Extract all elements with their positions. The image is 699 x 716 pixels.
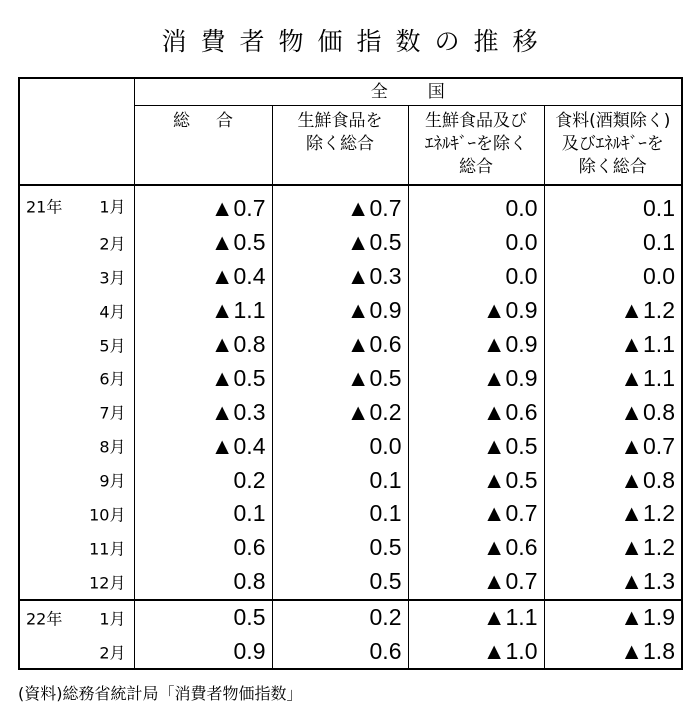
table-row xyxy=(19,260,682,294)
row-month: 9月 xyxy=(99,471,126,491)
value-cell: ▲0.5 xyxy=(408,429,544,463)
value-cell: 0.9 xyxy=(134,635,272,670)
value-cell: 0.1 xyxy=(544,226,682,260)
value-cell: ▲0.5 xyxy=(134,361,272,395)
table-row xyxy=(19,497,682,531)
value-cell: 0.0 xyxy=(544,260,682,294)
row-month: 6月 xyxy=(99,369,126,389)
value-cell: ▲0.9 xyxy=(408,361,544,395)
value-cell: ▲0.5 xyxy=(408,463,544,497)
row-month: 3月 xyxy=(99,268,126,288)
cpi-table xyxy=(18,77,683,670)
row-label xyxy=(19,185,134,226)
source-note: (資料)総務省統計局「消費者物価指数」 xyxy=(18,684,303,703)
table-row xyxy=(19,395,682,429)
table-row xyxy=(19,185,682,226)
table-row xyxy=(19,600,682,635)
page-title: 消費者物価指数の推移 xyxy=(161,27,552,56)
value-cell: ▲1.3 xyxy=(544,565,682,600)
value-cell: ▲0.9 xyxy=(408,328,544,362)
header-group-national: 全国 xyxy=(134,78,682,106)
value-cell: ▲0.3 xyxy=(134,395,272,429)
value-cell: 0.1 xyxy=(272,463,408,497)
column-header-line: 除く総合 xyxy=(306,134,374,154)
value-cell: ▲0.5 xyxy=(134,226,272,260)
value-cell: ▲0.7 xyxy=(408,497,544,531)
row-month: 2月 xyxy=(99,234,126,254)
value-cell: 0.1 xyxy=(272,497,408,531)
table-row xyxy=(19,328,682,362)
row-label xyxy=(19,635,134,670)
value-cell: ▲1.2 xyxy=(544,294,682,328)
column-header-line: ｴﾈﾙｷﾞｰを除く xyxy=(425,134,527,154)
value-cell: ▲0.8 xyxy=(544,463,682,497)
value-cell: ▲1.1 xyxy=(408,600,544,635)
row-label xyxy=(19,260,134,294)
table-row xyxy=(19,226,682,260)
column-header-line: 食料(酒類除く) xyxy=(555,111,671,131)
table-row xyxy=(19,635,682,670)
column-header-line: 総合 xyxy=(459,157,493,177)
value-cell: ▲1.8 xyxy=(544,635,682,670)
value-cell: ▲0.6 xyxy=(272,328,408,362)
value-cell: 0.8 xyxy=(134,565,272,600)
value-cell: ▲1.2 xyxy=(544,497,682,531)
value-cell: ▲0.5 xyxy=(272,226,408,260)
table-row xyxy=(19,565,682,600)
value-cell: ▲0.7 xyxy=(134,185,272,226)
row-label xyxy=(19,565,134,600)
value-cell: ▲0.7 xyxy=(272,185,408,226)
value-cell: ▲0.8 xyxy=(134,328,272,362)
row-label xyxy=(19,361,134,395)
table-row xyxy=(19,429,682,463)
value-cell: 0.1 xyxy=(544,185,682,226)
value-cell: ▲0.9 xyxy=(272,294,408,328)
row-label xyxy=(19,531,134,565)
value-cell: 0.0 xyxy=(408,260,544,294)
value-cell: ▲0.3 xyxy=(272,260,408,294)
column-header-excl-food-energy xyxy=(544,106,682,186)
value-cell: 0.2 xyxy=(134,463,272,497)
row-label xyxy=(19,395,134,429)
row-label xyxy=(19,429,134,463)
column-header-line: 除く総合 xyxy=(578,157,647,177)
row-month: 5月 xyxy=(99,336,126,355)
header-corner-cell xyxy=(19,78,134,185)
table-body-2022 xyxy=(19,600,682,670)
value-cell: ▲1.2 xyxy=(544,531,682,565)
row-month: 2月 xyxy=(99,643,126,663)
column-header-excl-fresh-food xyxy=(272,106,408,186)
value-cell: ▲0.7 xyxy=(408,565,544,600)
value-cell: ▲1.0 xyxy=(408,635,544,670)
value-cell: 0.2 xyxy=(272,600,408,635)
value-cell: 0.0 xyxy=(408,226,544,260)
column-header-overall xyxy=(134,106,272,186)
row-month: 12月 xyxy=(89,573,126,593)
value-cell: ▲1.1 xyxy=(544,361,682,395)
value-cell: ▲0.9 xyxy=(408,294,544,328)
row-label xyxy=(19,600,134,635)
column-header-line: 生鮮食品及び xyxy=(425,111,527,131)
value-cell: 0.6 xyxy=(272,635,408,670)
value-cell: ▲0.6 xyxy=(408,531,544,565)
value-cell: ▲1.1 xyxy=(544,328,682,362)
value-cell: ▲0.4 xyxy=(134,429,272,463)
row-month: 11月 xyxy=(89,539,126,559)
value-cell: ▲0.4 xyxy=(134,260,272,294)
column-header-line: 生鮮食品を xyxy=(297,111,383,131)
table-row xyxy=(19,294,682,328)
table-row xyxy=(19,531,682,565)
value-cell: ▲0.2 xyxy=(272,395,408,429)
value-cell: ▲0.5 xyxy=(272,361,408,395)
value-cell: 0.5 xyxy=(134,600,272,635)
value-cell: 0.6 xyxy=(134,531,272,565)
row-label xyxy=(19,497,134,531)
table-body-2021 xyxy=(19,185,682,600)
row-year: 22年 xyxy=(26,609,63,629)
row-label xyxy=(19,328,134,362)
value-cell: ▲0.7 xyxy=(544,429,682,463)
row-year: 21年 xyxy=(26,197,63,217)
row-month: 8月 xyxy=(99,437,126,457)
row-month: 7月 xyxy=(99,403,126,423)
value-cell: 0.0 xyxy=(408,185,544,226)
column-header-line: 総合 xyxy=(173,111,259,131)
table-row xyxy=(19,463,682,497)
value-cell: 0.0 xyxy=(272,429,408,463)
row-label xyxy=(19,226,134,260)
value-cell: 0.1 xyxy=(134,497,272,531)
column-header-excl-fresh-food-energy xyxy=(408,106,544,186)
value-cell: ▲1.9 xyxy=(544,600,682,635)
value-cell: ▲0.6 xyxy=(408,395,544,429)
value-cell: 0.5 xyxy=(272,565,408,600)
table-row xyxy=(19,361,682,395)
value-cell: ▲1.1 xyxy=(134,294,272,328)
row-label xyxy=(19,463,134,497)
value-cell: 0.5 xyxy=(272,531,408,565)
column-header-line: 及びｴﾈﾙｷﾞｰを xyxy=(561,134,664,154)
row-month: 10月 xyxy=(89,505,126,525)
row-month: 1月 xyxy=(99,197,126,217)
row-month: 4月 xyxy=(99,302,126,322)
row-label xyxy=(19,294,134,328)
row-month: 1月 xyxy=(99,609,126,629)
value-cell: ▲0.8 xyxy=(544,395,682,429)
